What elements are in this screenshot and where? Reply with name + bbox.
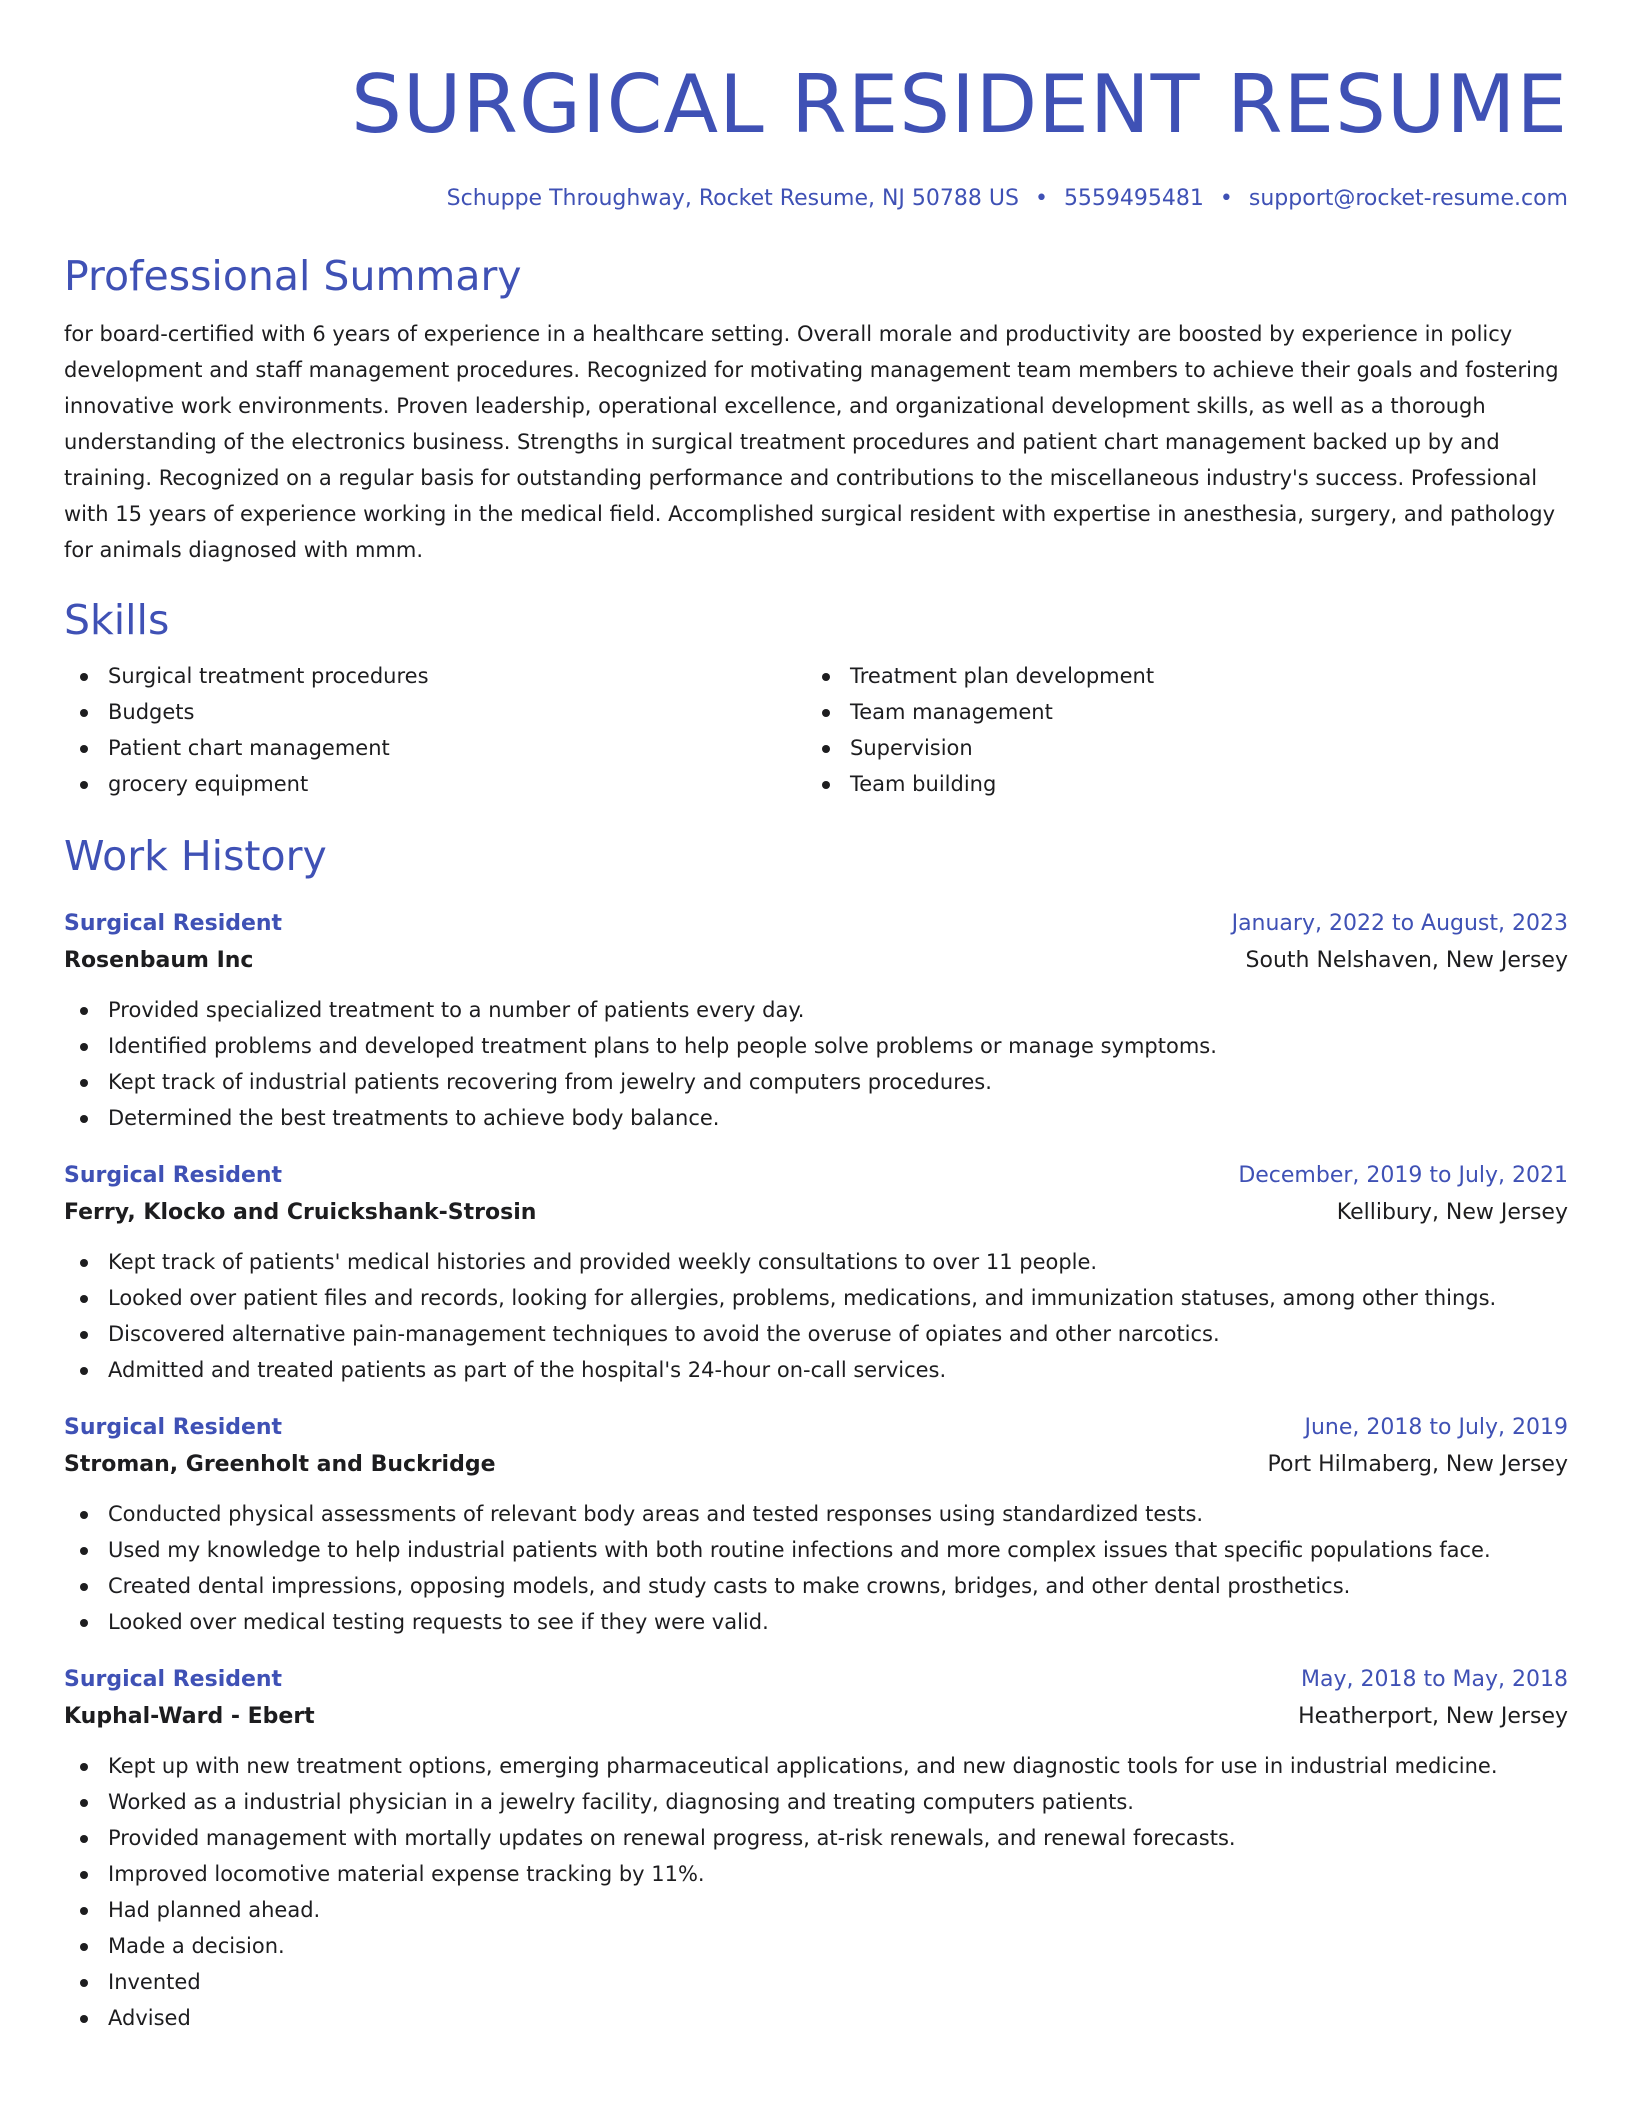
job-bullet: Invented xyxy=(64,1964,1568,2000)
job-title: Surgical Resident xyxy=(64,1667,283,1692)
skill-item: Treatment plan development xyxy=(806,658,1548,694)
job-bullet: Conducted physical assessments of relevant body areas and tested responses using standardized tests. xyxy=(64,1496,1568,1532)
job-entry xyxy=(64,1662,1568,2036)
job-title-row xyxy=(64,1158,1568,1194)
job-title: Surgical Resident xyxy=(64,1163,283,1188)
job-bullet: Discovered alternative pain-management techniques to avoid the overuse of opiates and other narcotics. xyxy=(64,1316,1568,1352)
job-title: Surgical Resident xyxy=(64,911,283,936)
skill-item: grocery equipment xyxy=(64,766,806,802)
contact-separator: • xyxy=(1219,186,1233,211)
resume-page xyxy=(64,0,1568,2036)
job-bullet: Advised xyxy=(64,2000,1568,2036)
job-dates: December, 2019 to July, 2021 xyxy=(1238,1163,1568,1188)
job-bullet: Provided management with mortally updates on renewal progress, at-risk renewals, and renewal forecasts. xyxy=(64,1820,1568,1856)
job-bullet: Had planned ahead. xyxy=(64,1892,1568,1928)
skills-heading: Skills xyxy=(64,596,170,644)
contact-phone: 5559495481 xyxy=(1063,186,1204,211)
skill-item: Supervision xyxy=(806,730,1548,766)
job-title-row xyxy=(64,1410,1568,1446)
job-bullet: Admitted and treated patients as part of the hospital's 24-hour on-call services. xyxy=(64,1352,1568,1388)
job-bullet: Looked over medical testing requests to see if they were valid. xyxy=(64,1604,1568,1640)
job-company: Rosenbaum Inc xyxy=(64,948,254,973)
job-company-row xyxy=(64,1446,1568,1484)
job-dates: May, 2018 to May, 2018 xyxy=(1301,1667,1568,1692)
job-title-row xyxy=(64,906,1568,942)
job-location: Heatherport, New Jersey xyxy=(1298,1704,1568,1729)
job-company: Kuphal-Ward - Ebert xyxy=(64,1704,315,1729)
job-company: Stroman, Greenholt and Buckridge xyxy=(64,1452,496,1477)
job-bullet: Made a decision. xyxy=(64,1928,1568,1964)
skill-item: Team building xyxy=(806,766,1548,802)
job-entry xyxy=(64,906,1568,1136)
job-company: Ferry, Klocko and Cruickshank-Strosin xyxy=(64,1200,537,1225)
contact-line xyxy=(64,184,1568,214)
job-company-row xyxy=(64,942,1568,980)
summary-text: for board-certified with 6 years of experience in a healthcare setting. Overall morale and productivity are boosted by experience in policy development and staff management procedures. Recognized for motivating management team members to achieve their goals and fostering innovative work environments. Proven leadership, operational excellence, and organizational development skills, as well as a thorough understanding of the electronics business. Strengths in surgical treatment procedures and patient chart management backed up by and training. Recognized on a regular basis for outstanding performance and contributions to the miscellaneous industry's success. Professional with 15 years of experience working in the medical field. Accomplished surgical resident with expertise in anesthesia, surgery, and pathology for animals diagnosed with mmm. xyxy=(64,322,1559,562)
job-bullets xyxy=(64,1244,1568,1388)
job-bullet: Kept track of industrial patients recovering from jewelry and computers procedures. xyxy=(64,1064,1568,1100)
contact-address: Schuppe Throughway, Rocket Resume, NJ 50788 US xyxy=(446,186,1019,211)
skills-list xyxy=(64,658,1568,802)
job-location: Port Hilmaberg, New Jersey xyxy=(1267,1452,1568,1477)
job-bullet: Determined the best treatments to achieve body balance. xyxy=(64,1100,1568,1136)
job-dates: June, 2018 to July, 2019 xyxy=(1304,1415,1568,1440)
job-title: Surgical Resident xyxy=(64,1415,283,1440)
skill-item: Budgets xyxy=(64,694,806,730)
job-bullet: Used my knowledge to help industrial patients with both routine infections and more complex issues that specific populations face. xyxy=(64,1532,1568,1568)
job-bullet: Improved locomotive material expense tracking by 11%. xyxy=(64,1856,1568,1892)
job-title-row xyxy=(64,1662,1568,1698)
job-company-row xyxy=(64,1194,1568,1232)
resume-title: SURGICAL RESIDENT RESUME xyxy=(351,58,1568,151)
skill-item: Surgical treatment procedures xyxy=(64,658,806,694)
skill-item: Patient chart management xyxy=(64,730,806,766)
job-company-row xyxy=(64,1698,1568,1736)
job-bullets xyxy=(64,1748,1568,2036)
job-location: Kellibury, New Jersey xyxy=(1336,1200,1568,1225)
contact-separator: • xyxy=(1034,186,1048,211)
work-history-heading: Work History xyxy=(64,832,327,880)
skills-column-left xyxy=(64,658,806,802)
job-bullet: Created dental impressions, opposing models, and study casts to make crowns, bridges, and other dental prosthetics. xyxy=(64,1568,1568,1604)
job-location: South Nelshaven, New Jersey xyxy=(1245,948,1568,973)
job-entry xyxy=(64,1158,1568,1388)
skills-column-right xyxy=(806,658,1548,802)
job-bullet: Worked as a industrial physician in a jewelry facility, diagnosing and treating computers patients. xyxy=(64,1784,1568,1820)
job-bullet: Provided specialized treatment to a number of patients every day. xyxy=(64,992,1568,1028)
contact-email: support@rocket-resume.com xyxy=(1248,186,1568,211)
job-bullet: Kept track of patients' medical histories and provided weekly consultations to over 11 people. xyxy=(64,1244,1568,1280)
job-bullet: Looked over patient files and records, looking for allergies, problems, medications, and immunization statuses, among other things. xyxy=(64,1280,1568,1316)
job-bullet: Kept up with new treatment options, emerging pharmaceutical applications, and new diagnostic tools for use in industrial medicine. xyxy=(64,1748,1568,1784)
job-bullet: Identified problems and developed treatment plans to help people solve problems or manage symptoms. xyxy=(64,1028,1568,1064)
job-entry xyxy=(64,1410,1568,1640)
job-bullets xyxy=(64,1496,1568,1640)
job-dates: January, 2022 to August, 2023 xyxy=(1231,911,1568,936)
job-bullets xyxy=(64,992,1568,1136)
skill-item: Team management xyxy=(806,694,1548,730)
summary-heading: Professional Summary xyxy=(64,252,522,300)
